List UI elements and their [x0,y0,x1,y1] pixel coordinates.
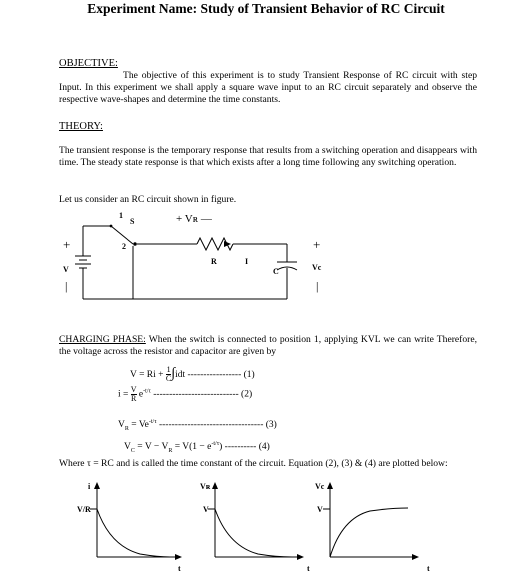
graph3-level-label: V [317,505,323,514]
circuit-intro: Let us consider an RC circuit shown in figure. [59,194,237,205]
cap-plus-label: + [313,237,321,252]
switch-s-label: S [130,217,135,226]
graph1-y-label: i [88,482,91,491]
theory-paragraph: The transient response is the temporary response that results from a switching operation and disappears with time. The steady state response is that which exists after a long time following any switching operation. [59,145,477,168]
graph1-level-label: V/R [77,505,91,514]
cap-vc-label: Vc [312,263,322,272]
battery-minus-label: | [65,279,68,293]
battery-v-label: V [63,265,69,274]
equation-4: $V_C = V - V_R = V(1 - e^{-t/\tau})$ ---------- (4) [124,441,270,455]
charging-paragraph [59,334,477,358]
graph2-x-label: t [307,564,310,572]
resistor-r-label: R [211,257,217,266]
graph1-x-label: t [178,564,181,572]
cap-minus-label: | [316,279,319,293]
vr-label: + Vʀ — [176,213,212,225]
battery-plus-label: + [63,237,71,252]
eq1-tag: (1) [243,370,255,380]
capacitor-c-label: C [273,267,279,276]
objective-heading: OBJECTIVE: [59,58,118,69]
graph3-x-label: t [427,564,430,572]
graph2-y-label: Vʀ [200,482,211,491]
transient-graphs [70,480,470,572]
equation-2: i = $\frac{V}{R}$ $e^{-t/\tau}$ --------------------------- (2) [118,385,253,403]
switch-pos1-label: 1 [119,211,123,220]
eq2-tag: (2) [241,389,253,400]
time-constant-note: Where τ = RC and is called the time constant of the circuit. Equation (2), (3) & (4) are plotted below: [59,458,448,469]
equation-3: $V_R = Ve^{-t/\tau}$ --------------------------------- (3) [118,419,277,433]
rc-circuit-diagram [55,204,345,316]
graph2-level-label: V [203,505,209,514]
current-i-label: I [245,257,249,266]
objective-paragraph: The objective of this experiment is to study Transient Response of RC circuit with step Input. In this experiment we shall apply a square wave input to an RC circuit separately and observe the respective wave-shapes and determine the time constants. [59,70,477,105]
graph3-y-label: Vc [315,482,325,491]
page-title: Experiment Name: Study of Transient Behavior of RC Circuit [87,1,445,16]
eq4-tag: (4) [258,442,270,453]
equation-1: V = Ri + $\frac{1}{C}$ ∫idt ----------------- (1) [130,365,255,384]
charging-text: When the switch is connected to position 1, applying KVL we can write Therefore, the voltage across the resistor and capacitor are given by [59,334,477,357]
charging-heading: CHARGING PHASE: [59,334,146,345]
switch-pos2-label: 2 [122,242,126,251]
theory-heading: THEORY: [59,121,103,132]
eq3-tag: (3) [265,420,277,431]
